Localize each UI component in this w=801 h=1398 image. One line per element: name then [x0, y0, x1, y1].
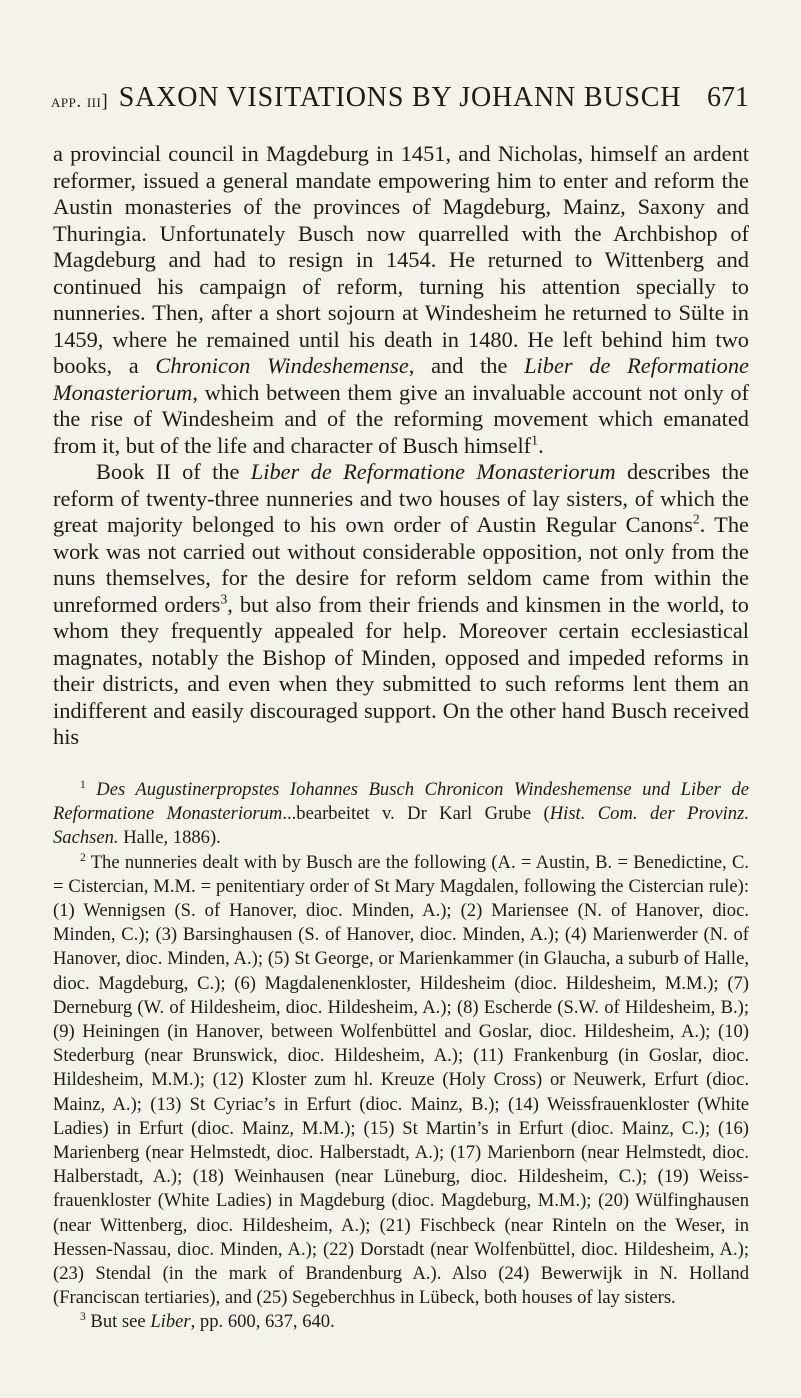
paragraph-2 — [53, 459, 749, 751]
footnote-marker: 2 — [80, 851, 86, 864]
footnote-ref[interactable]: 3 — [220, 592, 228, 608]
page-number: 671 — [707, 82, 749, 113]
footnote-2 — [53, 851, 749, 1311]
text-run: , but also from their friends and kinsmen in the world, to whom they frequently appealed for help. Moreover certain ecclesiastical magnates, notably the Bishop of Minden, opposed and impeded reforms in their districts, and even when they submitted to such reforms lent them an indifferent and easily discouraged support. On the other hand Busch received his — [53, 591, 749, 749]
footnote-1 — [53, 778, 749, 851]
text-run: The nunneries dealt with by Busch are the following (A. = Austin, B. = Benedictine, C. = Cistercian, M.M. = penitentiary order of St Mary Magdalen, following the Cistercian rule): (1) Wennigsen (S. of Hanover, dioc. Minden, A.); (2) Mariensee (N. of Hanover, dioc. Minden, C.); (3) Barsinghausen (S. of Hanover, dioc. Minden, A.); (4) Marienwerder (N. of Hanover, dioc. Minden, A.); (5) St George, or Marienkammer (in Glaucha, a suburb of Halle, dioc. Magdeburg, C.); (6) Magdalenenkloster, Hildesheim (dioc. Hildesheim, M.M.); (7) Derneburg (W. of Hildesheim, dioc. Hildesheim, A.); (8) Escherde (S.W. of Hildesheim, B.); (9) Heiningen (in Hanover, between Wolfenbüttel and Goslar, dioc. Hildesheim, A.); (10) Stederburg (near Brunswick, dioc. Hildesheim, A.); (11) Frankenburg (in Goslar, dioc. Hildesheim, M.M.); (12) Kloster zum hl. Kreuze (Holy Cross) or Neuwerk, Erfurt (dioc. Mainz, A.); (13) St Cyriac’s in Erfurt (dioc. Mainz, B.); (14) Weissfrauenkloster (White Ladies) in Erfurt (dioc. Mainz, M.M.); (15) St Martin’s in Erfurt (dioc. Mainz, C.); (16) Marienberg (near Helmstedt, dioc. Halberstadt, A.); (17) Marienborn (near Helmstedt, dioc. Halberstadt, A.); (18) Weinhausen (near Lüneburg, dioc. Hildesheim, C.); (19) Weissfrauenkloster (White Ladies) in Magdeburg (dioc. Magdeburg, M.M.); (20) Wülfinghausen (near Wittenberg, dioc. Hildesheim, A.); (21) Fischbeck (near Rinteln on the Weser, in Hessen-Nassau, dioc. Minden, A.); (22) Dorstadt (near Wolfenbüttel, dioc. Hildesheim, A.); (23) Stendal (in the mark of Brandenburg A.). Also (24) Bewerwijk in N. Holland (Franciscan tertiaries), and (25) Segeberchhus in Lübeck, both houses of lay sisters. — [53, 851, 749, 1309]
footnote-marker: 3 — [80, 1311, 86, 1324]
footnote-3 — [53, 1310, 749, 1334]
series-title: Hist. Com. der Provinz. Sachsen. — [53, 803, 749, 849]
text-run: . — [538, 432, 544, 458]
footnote-ref[interactable]: 2 — [692, 512, 700, 528]
text-run: describes the reform of twenty-three nunneries and two houses of lay sisters, of which the great majority belonged to his own order of Austin Regular Canons — [53, 459, 749, 537]
paragraph-1 — [53, 141, 749, 459]
running-head — [51, 82, 749, 122]
book-title: Des Augustinerpropstes Iohannes Busch Chronicon Windeshemense und Liber de Reformatione Monasteriorum — [53, 779, 749, 825]
text-run: ...bearbeitet v. Dr Karl Grube ( — [282, 803, 550, 825]
text-run: , and the — [408, 353, 525, 378]
footnotes — [53, 778, 749, 1335]
book-title: Liber — [150, 1311, 191, 1333]
text-run: , pp. 600, 637, 640. — [190, 1311, 335, 1333]
footnote-marker: 1 — [80, 778, 86, 791]
text-run: . The work was not carried out without considerable opposition, not only from the nuns themselves, for the desire for reform seldom came from within the unreformed orders — [53, 512, 749, 617]
footnote-ref[interactable]: 1 — [531, 433, 539, 449]
book-title: Liber de Reformatione Monasteriorum — [250, 459, 616, 484]
text-run: Halle, 1886). — [118, 827, 221, 849]
text-run: But see — [85, 1311, 151, 1333]
page-title: SAXON VISITATIONS BY JOHANN BUSCH — [118, 82, 682, 113]
text-run: a provincial council in Magdeburg in 1451, and Nicholas, himself an ardent reformer, issued a general mandate empowering him to enter and reform the Austin monasteries of the provinces of Magdeburg, Mainz, Saxony and Thuringia. Unfortunately Busch now quarrelled with the Archbishop of Magdeburg and had to resign in 1454. He returned to Wittenberg and continued his campaign of reform, turning his attention specially to nunneries. Then, after a short sojourn at Windesheim he returned to Sülte in 1459, where he remained until his death in 1480. He left behind him two books, a — [53, 141, 749, 378]
text-run: Book II of the — [96, 459, 251, 484]
section-label: app. iii] — [51, 91, 109, 112]
book-title: Liber de Reformatione Monasteriorum — [53, 353, 749, 405]
text-run: , which between them give an invaluable account not only of the rise of Windesheim and of the reforming movement which emanated from it, but of the life and character of Busch himself — [53, 379, 749, 458]
book-title: Chronicon Windeshemense — [155, 353, 409, 378]
body-text — [53, 141, 749, 751]
